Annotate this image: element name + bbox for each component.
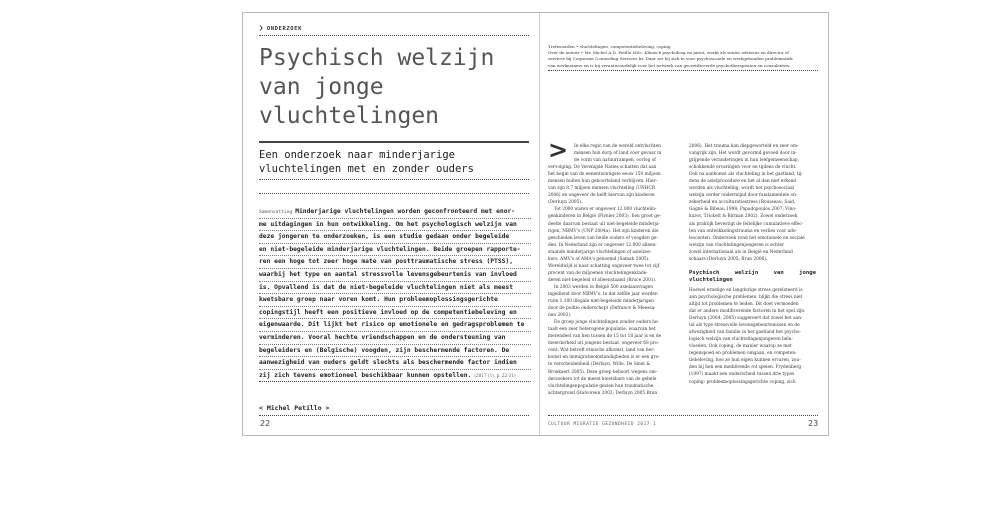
summary-line: aanwezigheid van ouders geldt slechts als beschermende factor indien [259,357,531,370]
summary-line: kwetsbare groep naar voren komt. Hun probleemoplossingsgerichte [259,294,531,307]
body-column-1: In elke regio van de wereld ontvluchten mensen hun dorp of land voor gevaar in de vorm van natuurrampen, oorlog of vervolging. De Verenigde Naties schatten dat aan het begin van de eenentwintigste eeuw 150 miljoen mensen buiten hun geboorteland verblijven. Hier- van zijn 8,7 miljoen mensen vluchteling (UNHCR 2006) en ongeveer de helft hiervan zijn kinderen (Derluyn 2005). Tot 2000 waren er ongeveer 12.000 vluchtelin- genkinderen in België (Flynier 2003). Een groot ge- deelte daarvan bestaat uit niet-begeleide minderja- rigen, NBMV's (UNP 2004a). Het zijn kinderen die geschieden leven van beide ouders of voogden ge- den. In Nederland zijn er ongeveer 12.000 alleen- staande minderjarige vluchtelingen of asielzoe- kers, AMV's of AMA's genoemd (Samah 2005). Wereldwijd is naar schatting ongeveer twee tot vijf procent van de miljoenen vluchtelingenkinde- deren niet-begeleid of alleenstaand (Bruce 2001). In 2003 werden in België 500 asielaanvragen ingediend door NBMV's. In dat zelfde jaar werden ruim 1.100 illegale niet-begeleide minderjarigen door de politie onderschept (Defrance & Meessa- nen 2003). De groep jonge vluchtelingen zonder ouders be- taalt een zeer heterogene populatie, waarvan het merendeel van hen tussen de 15 tot 18 jaar is en de meerderheid uit jongens bestaat, ongeveer 68 pro- cent. Wat betreft etnische afkomst, land van her- komst en immigratieomstandigheden is er een gro- te verscheidenheid (Derluyn, Wille, De Smet & Broekaert 2005). Deze groep behoort wegens om- derzoekers tot de meest kwetsbare van de gehele vluchtelingenpopulatie gezien hun traumatische achtergrond (Halvorsen 2002; Derluyn 2005 Brun [548,144,662,396]
page-gutter [539,13,540,435]
article-title: Psychisch welzijn van jonge vluchtelingen [259,45,495,129]
rule-under-title [259,141,529,143]
rule-bottom-right [548,415,818,416]
body-column-2: 2006). Het trauma kan diepgeworteld en zeer om- vangrijk zijn. Het wordt gevormd gevoed door in- grijpende veranderingen in hun leefgemeenschap, schokkende ervaringen voor en tijdens de vlucht. Ook na aankomst als vluchteling in het gastland, tij- dens de asielprocedure en het al dan niet erkend worden als vluchteling, wordt het psychosociaal welzijn verder ondermijnd door fundamentele on- zekerheid en acculturatiestress (Rousseau; Said, Gagné & Bibeau 1998; Papadopoulos 2007; Vino- kurov, Trickett & Birman 2002). Zowel onderzoek als praktijk bevestigt de feitelijke cumulatieve effec- ten van ontwikkelingstrauma en verlies voor ado- lescenten. Onderzoek rond het emotionele en sociale welzijn van vluchtelingenjongeren is echter zowel internationaal als in België en Nederland schaars (Derluyn 2005; Brun 2006). Psychisch welzijn van jonge vluchtelingen Hoewel ernstige en langdurige stress gerelateerd is aan psychologische problemen, blijkt die stress niet altijd tot problemen te leiden. Dit doet vermoeden dat er andere modificerende factoren in het spel zijn. Derluyn (2004; 2005) suggereert dat zowel het aan- tal als type stressvolle levensgebeurtenissen en de afwezigheid van familie in het gastland het psycho- logisch welzijn van vluchtelingenjongeren beïn- vloeden. Ook coping, de manier waarop ze met tegenspoed en problemen omgaan, en competen- tiebeleving, hoe ze hun eigen kunnen ervaren, zou- den bij hen een mediërende rol spelen. Frydenberg (1997) maakt een onderscheid tussen drie types coping: probleemoplossingsgerichte coping, zich [689,144,816,385]
author-bio-line: Over de auteur • Mr. Michel A.D. Petillo MSc. Klinisch psycholoog en jurist, werkt als senior adviseur en director of [548,50,789,56]
summary-line: is. Opvallend is dat de niet-begeleide vluchtelingen niet als meest [259,282,531,295]
summary-line: deze jongeren te onderzoeken, is een studie gedaan onder begeleide [259,231,531,244]
summary-line: begeleiders en (Belgische) voogden, zijn beschermende factoren. De [259,345,531,358]
rule-under-meta [548,70,818,71]
summary-line: eigenwaarde. Dit lijkt het risico op emotionele en gedragsproblemen te [259,319,531,332]
summary-line: ren een hoge tot zeer hoge mate van posttraumatische stress (PTSS), [259,256,531,269]
chevron-right-icon: ❯ [259,24,264,32]
summary-line: me uitdagingen in hun ontwikkeling. Om het psychologisch welzijn van [259,219,531,232]
article-meta [548,44,820,69]
summary-line: en niet-begeleide minderjarige vluchtelingen. Beide groepen rapporte- [259,244,531,257]
section-heading: Psychisch welzijn van jonge vluchtelingen [689,269,816,283]
summary-label: Samenvatting [259,210,293,215]
rule-spacer [259,193,529,194]
section-tag [259,24,302,32]
rule-under-subtitle [259,179,529,180]
rule-top-left [259,35,529,36]
section-label: ONDERZOEK [266,26,303,32]
summary-line: verminderen. Vooral hechte vriendschappen en de ondersteuning van [259,332,531,345]
author-bio-line: services bij Corporate Counseling Services bv. Daar zet hij zich in voor psychosociale en werkgebonden problematiek [548,56,793,62]
drop-cap: > [548,136,569,164]
summary-reference: (2017 (1), p. 22-31) [474,372,516,378]
rule-bottom-left [259,415,529,416]
summary-line: zij zich tevens emotioneel beschikbaar kunnen opstellen. (2017 (1), p. 22-31) [259,370,531,383]
author-name: < Michel Petillo > [259,404,330,412]
page-number-left: 22 [260,419,271,428]
page-number-right: 23 [808,419,819,428]
article-subtitle: Een onderzoek naar minderjarige vluchtelingen met en zonder ouders [259,149,474,175]
summary-block [259,206,531,382]
author-bio-line: van werknemers en is hij verantwoordelijk voor het netwerk van gecertificeerde psychotherapeuten en consulenten. [548,62,791,68]
keywords: Trefwoorden • vluchtelingen, competentiebeleving, coping [548,44,671,49]
summary-line: copingstijl heeft een positieve invloed op de competentiebeleving en [259,307,531,320]
journal-footer: CULTUUR MIGRATIE GEZONDHEID 2017 1 [548,422,657,427]
summary-line: waarbij het type en aantal stressvolle levensgebeurtenis van invloed [259,269,531,282]
magazine-spread [242,12,829,436]
rule-under-summary [259,381,529,382]
summary-line: Samenvatting Minderjarige vluchtelingen worden geconfronteerd met enor- [259,206,531,219]
